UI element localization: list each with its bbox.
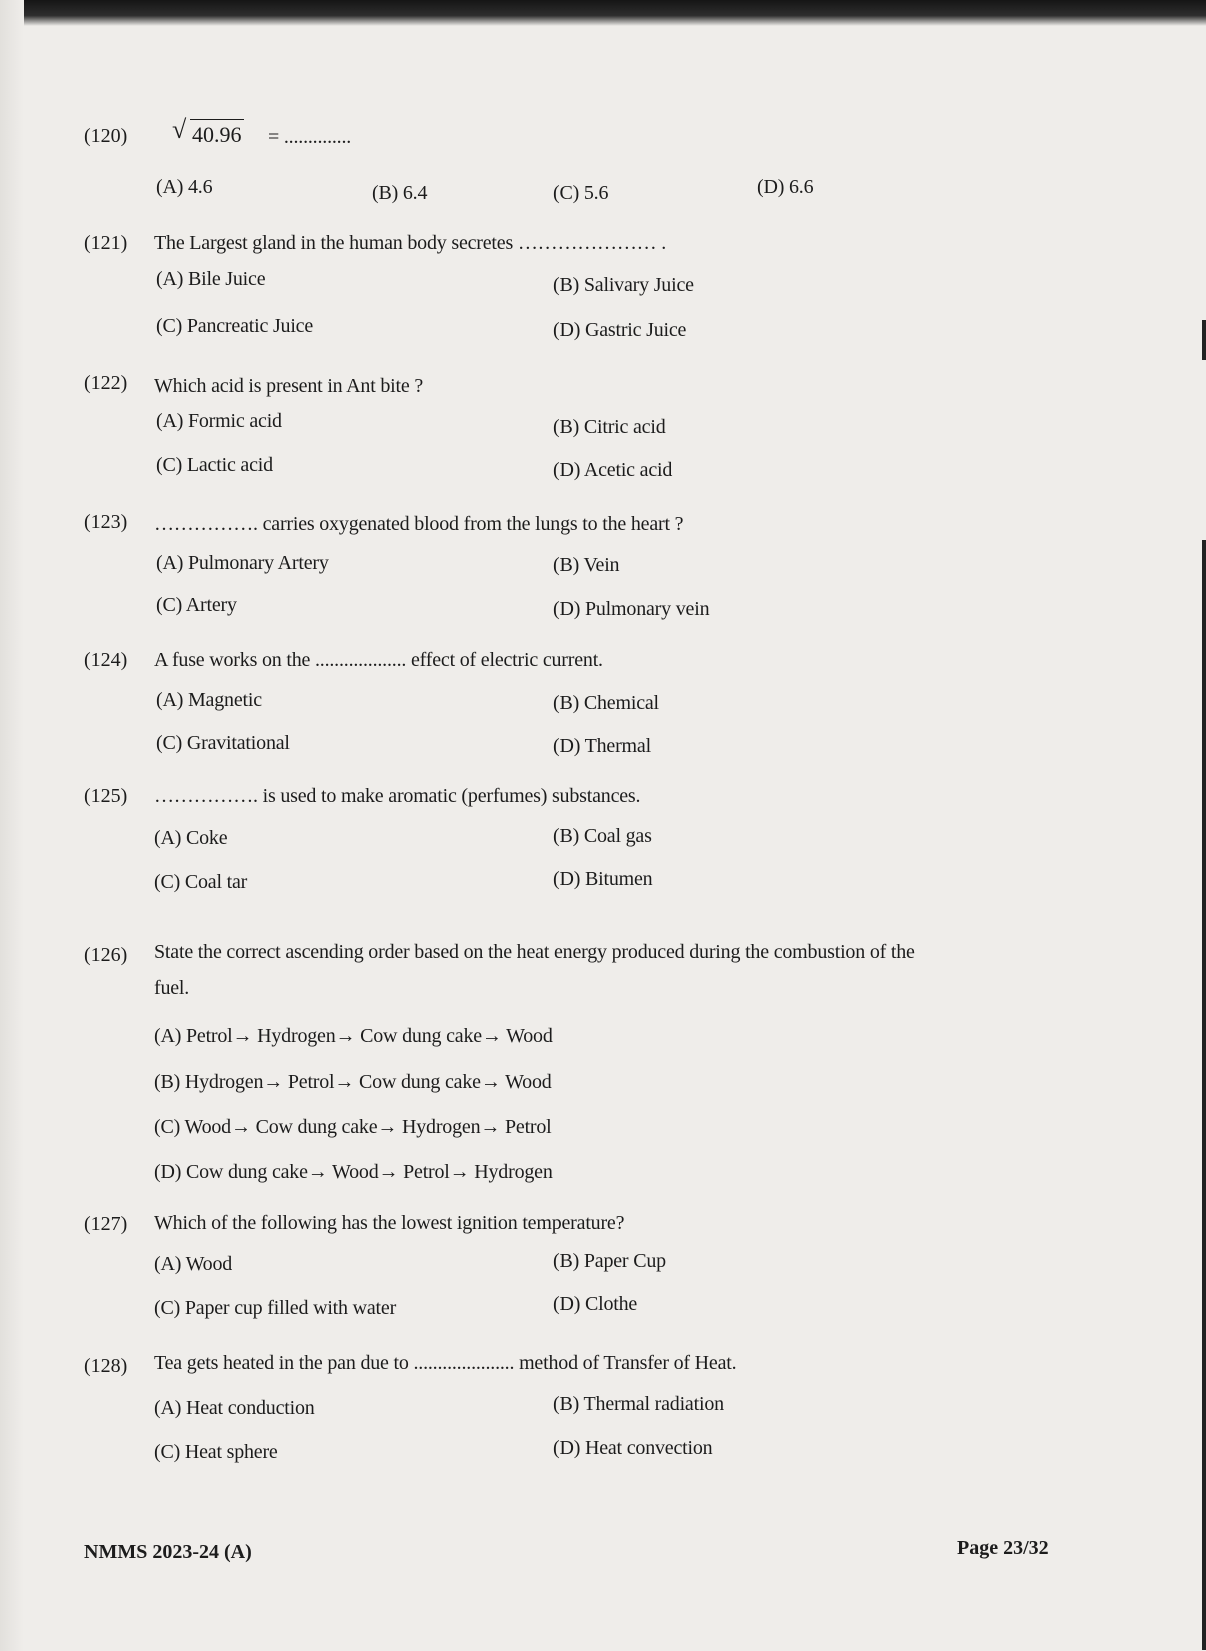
- option-b: (B) Vein: [553, 554, 620, 576]
- option-c: (C) Lactic acid: [156, 454, 273, 476]
- option-b: (B) Coal gas: [553, 825, 652, 847]
- option-d: (D) Thermal: [553, 735, 651, 757]
- option-b: (B) Thermal radiation: [553, 1393, 724, 1415]
- option-c: (C) Pancreatic Juice: [156, 315, 314, 337]
- option-c: (C) 5.6: [553, 182, 609, 204]
- question-number: (128): [84, 1355, 128, 1377]
- question-text: The Largest gland in the human body secretes ………………… .: [154, 232, 667, 254]
- question-number: (125): [84, 785, 128, 807]
- option-c: (C) Wood→ Cow dung cake→ Hydrogen→ Petrol: [154, 1116, 552, 1138]
- scan-right-mark: [1202, 540, 1206, 1650]
- option-d: (D) Pulmonary vein: [553, 598, 710, 620]
- question-text: = ..............: [268, 126, 352, 148]
- option-d: (D) Bitumen: [553, 868, 653, 890]
- option-a: (A) Magnetic: [156, 689, 262, 711]
- radicand: 40.96: [190, 119, 244, 148]
- option-c: (C) Heat sphere: [154, 1441, 278, 1463]
- page-number: Page 23/32: [957, 1537, 1049, 1559]
- option-c: (C) Coal tar: [154, 871, 248, 893]
- option-a: (A) 4.6: [156, 176, 213, 198]
- question-text: Which of the following has the lowest ignition temperature?: [154, 1212, 625, 1234]
- option-d: (D) 6.6: [757, 176, 814, 198]
- option-d: (D) Acetic acid: [553, 459, 673, 481]
- option-a: (A) Heat conduction: [154, 1397, 315, 1419]
- option-a: (A) Pulmonary Artery: [156, 552, 329, 574]
- question-number: (121): [84, 232, 128, 254]
- option-b: (B) Chemical: [553, 692, 659, 714]
- option-a: (A) Coke: [154, 827, 228, 849]
- scan-left-edge: [0, 0, 24, 1651]
- option-a: (A) Petrol→ Hydrogen→ Cow dung cake→ Wood: [154, 1025, 553, 1047]
- question-text: Which acid is present in Ant bite ?: [154, 375, 424, 397]
- option-c: (C) Artery: [156, 594, 237, 616]
- question-number: (126): [84, 944, 128, 966]
- question-number: (122): [84, 372, 128, 394]
- option-c: (C) Gravitational: [156, 732, 290, 754]
- scan-top-shadow: [0, 0, 1206, 26]
- option-c: (C) Paper cup filled with water: [154, 1297, 397, 1319]
- question-text-continued: fuel.: [154, 977, 190, 999]
- option-b: (B) Salivary Juice: [553, 274, 694, 296]
- option-d: (D) Gastric Juice: [553, 319, 687, 341]
- question-text: Tea gets heated in the pan due to ..................... method of Transfer of Heat.: [154, 1352, 737, 1374]
- option-b: (B) Paper Cup: [553, 1250, 666, 1272]
- question-number: (127): [84, 1213, 128, 1235]
- option-d: (D) Cow dung cake→ Wood→ Petrol→ Hydrogen: [154, 1161, 553, 1183]
- option-d: (D) Heat convection: [553, 1437, 713, 1459]
- exam-code: NMMS 2023-24 (A): [84, 1541, 252, 1563]
- question-text: State the correct ascending order based on the heat energy produced during the combustion of the: [154, 941, 915, 963]
- option-b: (B) Citric acid: [553, 416, 666, 438]
- option-b: (B) Hydrogen→ Petrol→ Cow dung cake→ Wood: [154, 1071, 552, 1093]
- question-text: ……………. carries oxygenated blood from the lungs to the heart ?: [154, 513, 684, 535]
- option-a: (A) Formic acid: [156, 410, 282, 432]
- option-a: (A) Bile Juice: [156, 268, 266, 290]
- question-text: A fuse works on the ................... effect of electric current.: [154, 649, 603, 671]
- radical-sign: √: [172, 115, 187, 144]
- question-number: (124): [84, 649, 128, 671]
- question-number: (123): [84, 511, 128, 533]
- question-text: ……………. is used to make aromatic (perfumes) substances.: [154, 785, 641, 807]
- option-b: (B) 6.4: [372, 182, 428, 204]
- scan-right-mark: [1202, 320, 1206, 360]
- option-a: (A) Wood: [154, 1253, 233, 1275]
- question-number: (120): [84, 125, 128, 147]
- option-d: (D) Clothe: [553, 1293, 638, 1315]
